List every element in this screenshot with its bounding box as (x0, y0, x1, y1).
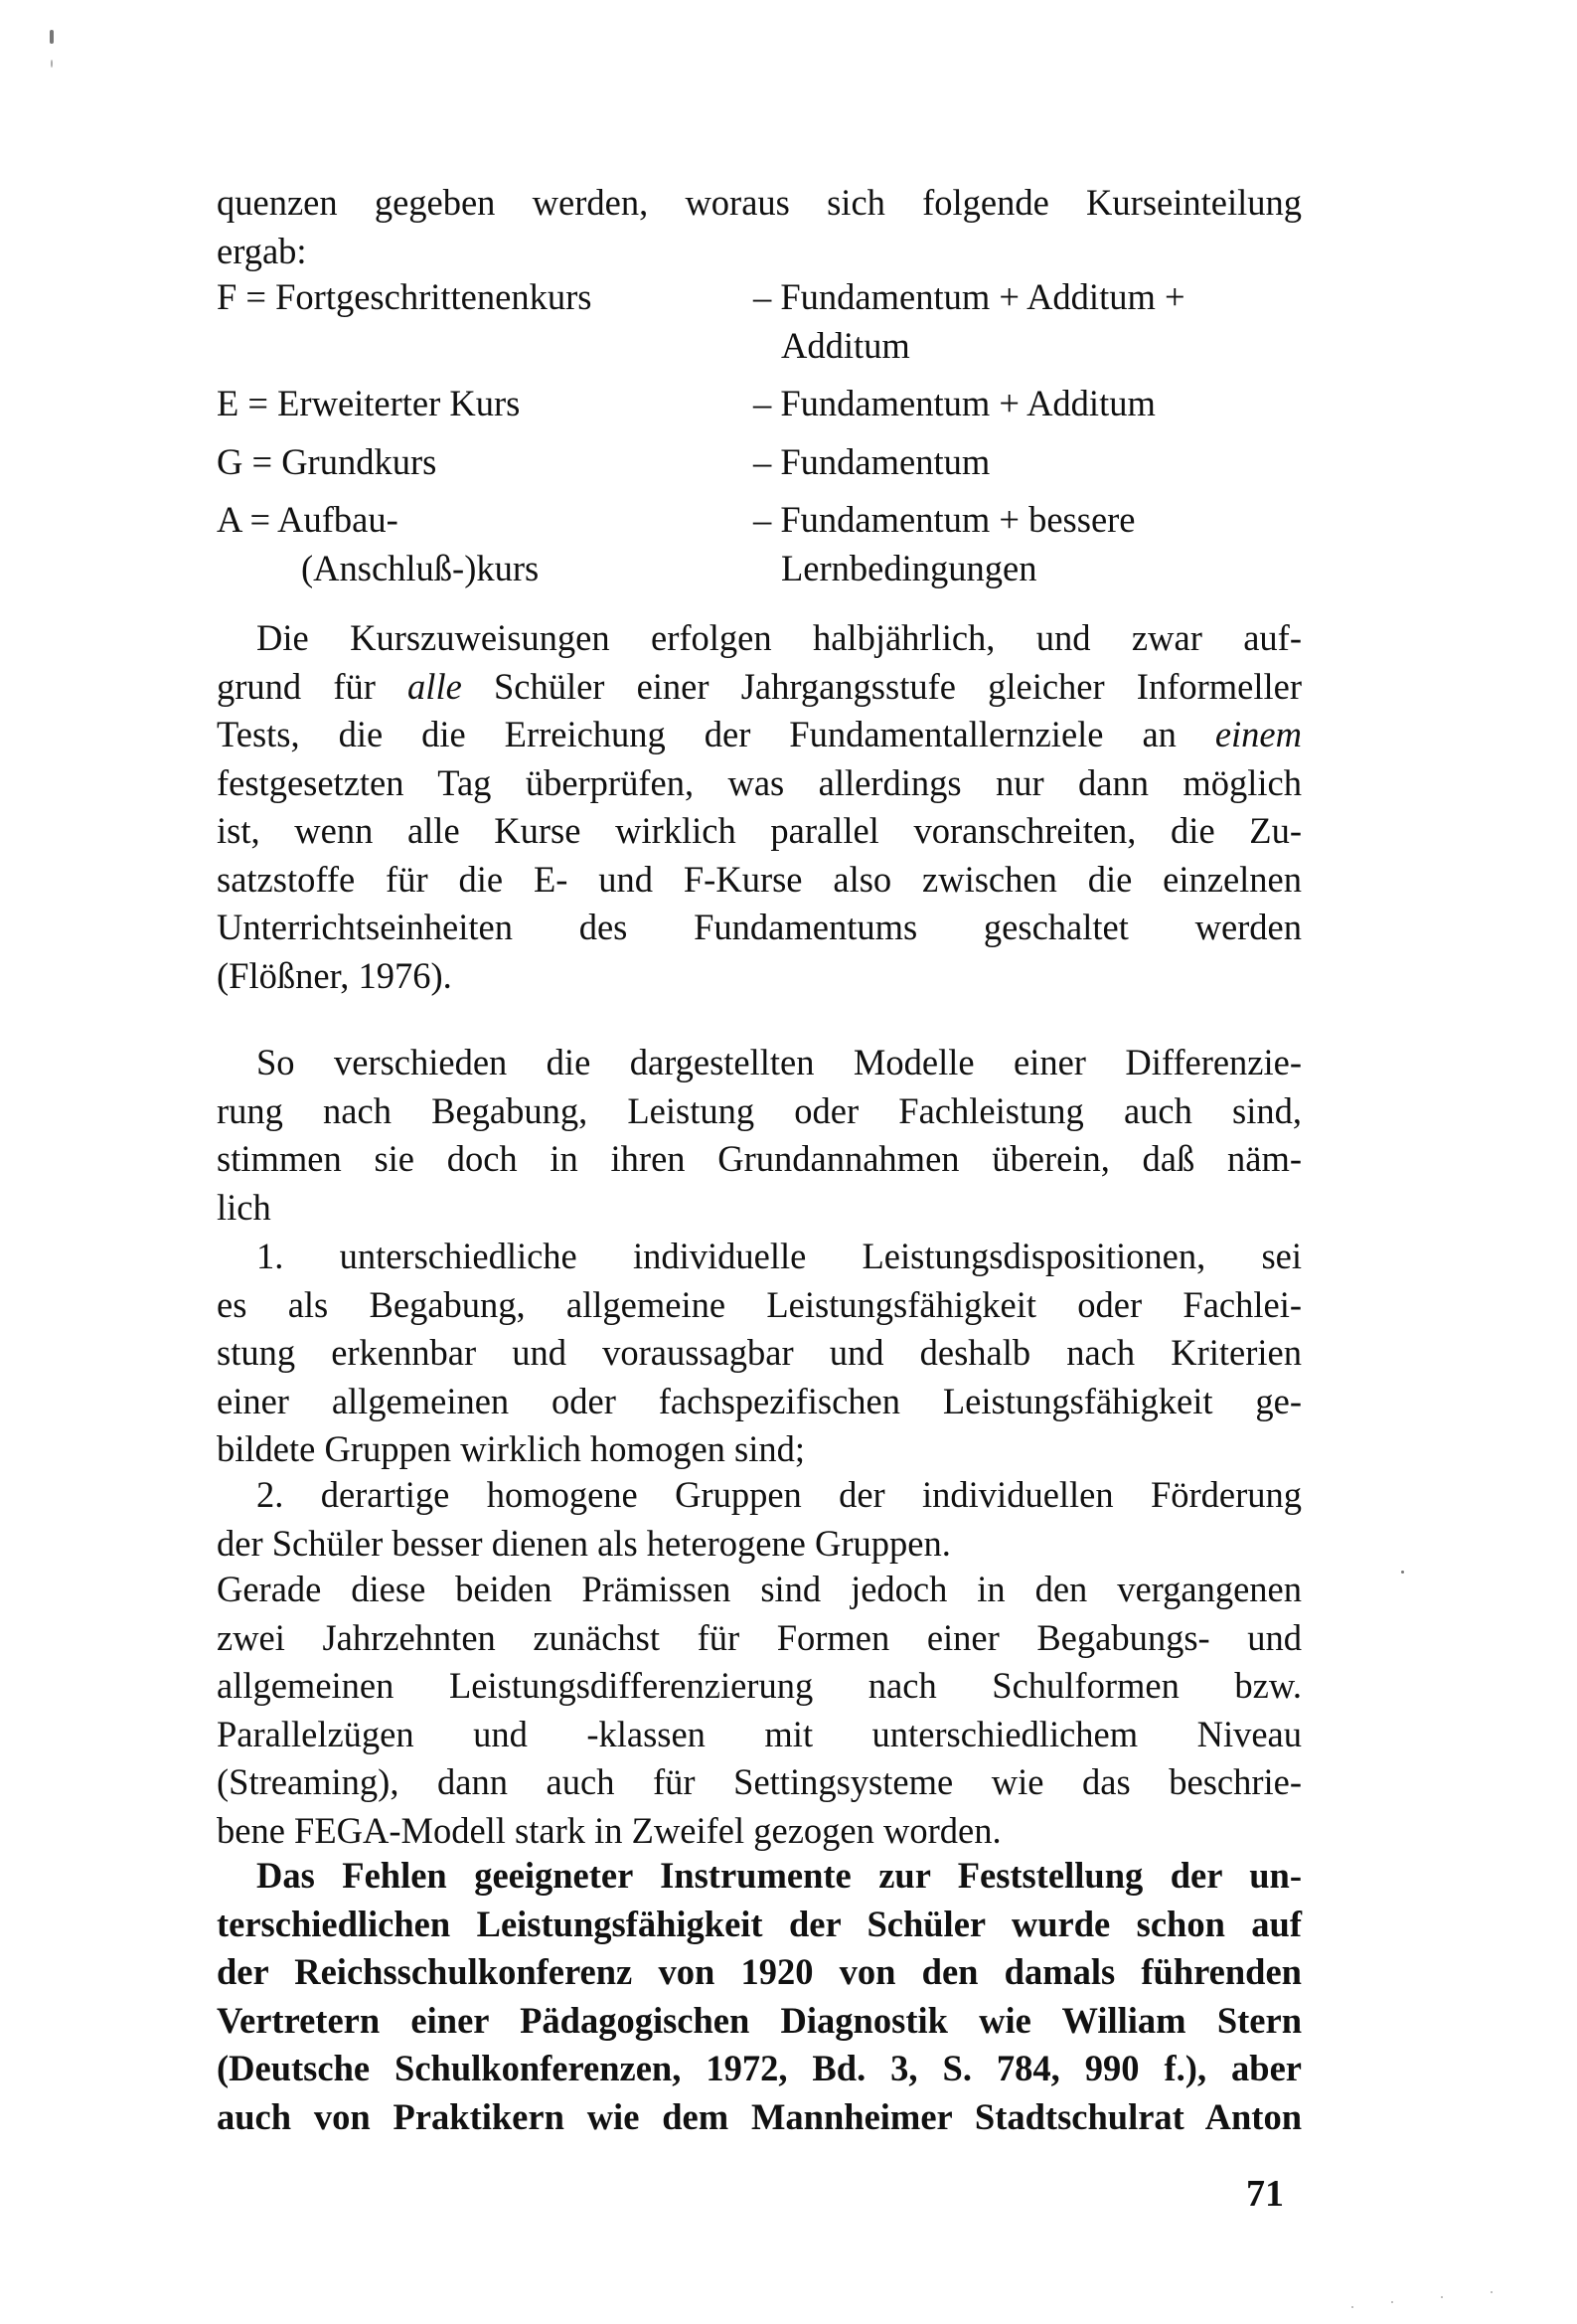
text-line: es als Begabung, allgemeine Leistungsfähigkeit oder Fachlei- (217, 1283, 1302, 1325)
text-line: rung nach Begabung, Leistung oder Fachleistung auch sind, (217, 1089, 1302, 1131)
course-name: A = Aufbau- (Anschluß-)kurs (217, 499, 540, 588)
paragraph-praemissen (217, 1566, 1302, 1855)
emphasis-einem: einem (1214, 714, 1302, 754)
course-components: – Fundamentum + Additum + Additum (753, 276, 1185, 366)
course-row (217, 496, 1302, 592)
text-line: (Deutsche Schulkonferenzen, 1972, Bd. 3, S. 784, 990 f.), aber (217, 2048, 1302, 2088)
text-line: (Streaming), dann auch für Settingsysteme wie das beschrie- (217, 1761, 1302, 1802)
page-number: 71 (1246, 2173, 1284, 2215)
text-line: auch von Praktikern wie dem Mannheimer Stadtschulrat Anton (217, 2095, 1302, 2137)
scan-speck (1391, 2301, 1393, 2303)
scan-speck (1401, 1571, 1404, 1574)
text-line: grund für alle Schüler einer Jahrgangsstufe gleicher Informeller (217, 665, 1303, 707)
text-line: 1. unterschiedliche individuelle Leistungsdispositionen, sei (256, 1236, 1302, 1276)
scan-speck (51, 60, 53, 68)
text-line: ergab: (217, 230, 307, 271)
text-line: bildete Gruppen wirklich homogen sind; (217, 1428, 806, 1469)
course-name: F = Fortgeschrittenenkurs (217, 276, 592, 317)
text-line: stung erkennbar und voraussagbar und deshalb nach Kriterien (217, 1332, 1302, 1373)
text-line: Parallelzügen und -klassen mit unterschiedlichem Niveau (217, 1713, 1302, 1754)
text-line: Vertretern einer Pädagogischen Diagnostik wie William Stern (217, 1999, 1302, 2041)
paragraph-modelle (217, 1039, 1302, 1232)
course-components: – Fundamentum + bessere Lernbedingungen (753, 499, 1136, 588)
text-line: terschiedlichen Leistungsfähigkeit der Schüler wurde schon auf (217, 1903, 1302, 1944)
text-line: quenzen gegeben werden, woraus sich folgende Kurseinteilung (217, 182, 1302, 223)
course-row (217, 380, 1302, 428)
scan-speck (1491, 2291, 1493, 2293)
text-line: Das Fehlen geeigneter Instrumente zur Feststellung der un- (256, 1855, 1302, 1896)
text-line: ist, wenn alle Kurse wirklich parallel voranschreiten, die Zu- (217, 810, 1302, 851)
list-item-2 (217, 1471, 1302, 1568)
paragraph-instrumente (217, 1852, 1302, 2141)
paragraph-kurszuweisungen (217, 614, 1302, 1000)
course-name: G = Grundkurs (217, 440, 437, 482)
text-line: bene FEGA-Modell stark in Zweifel gezogen worden. (217, 1809, 1002, 1851)
text-line: einer allgemeinen oder fachspezifischen Leistungsfähigkeit ge- (217, 1380, 1302, 1421)
scan-speck (1351, 2306, 1353, 2308)
course-row (217, 438, 1302, 487)
text-line: satzstoffe für die E- und F-Kurse also zwischen die einzelnen (217, 858, 1302, 900)
text-line: Tests, die die Erreichung der Fundamentallernziele an einem (217, 714, 1302, 754)
course-table (217, 273, 1302, 602)
text-line: der Reichsschulkonferenz von 1920 von den damals führenden (217, 1951, 1302, 1992)
scan-speck (1441, 2296, 1443, 2298)
text-line: (Flößner, 1976). (217, 954, 452, 996)
text-line: stimmen sie doch in ihren Grundannahmen überein, daß näm- (217, 1138, 1302, 1179)
course-components: – Fundamentum (753, 440, 991, 482)
text-line: Die Kurszuweisungen erfolgen halbjährlich, und zwar auf- (256, 617, 1302, 658)
course-row (217, 273, 1302, 370)
intro-paragraph (217, 179, 1302, 275)
course-components: – Fundamentum + Additum (753, 383, 1156, 423)
text-line: festgesetzten Tag überprüfen, was allerdings nur dann möglich (217, 761, 1302, 803)
course-name: E = Erweiterter Kurs (217, 383, 521, 423)
text-line: So verschieden die dargestellten Modelle einer Differenzie- (256, 1042, 1302, 1082)
text-line: lich (217, 1186, 271, 1228)
list-item-1 (217, 1233, 1302, 1474)
emphasis-alle: alle (407, 665, 462, 707)
scan-speck (50, 30, 54, 44)
text-line: der Schüler besser dienen als heterogene Gruppen. (217, 1522, 951, 1564)
text-line: Unterrichtseinheiten des Fundamentums geschaltet werden (217, 907, 1302, 947)
text-line: allgemeinen Leistungsdifferenzierung nach Schulformen bzw. (217, 1665, 1302, 1706)
text-line: 2. derartige homogene Gruppen der individuellen Förderung (256, 1474, 1302, 1515)
text-line: Gerade diese beiden Prämissen sind jedoch in den vergangenen (217, 1569, 1302, 1609)
text-line: zwei Jahrzehnten zunächst für Formen einer Begabungs- und (217, 1616, 1302, 1658)
